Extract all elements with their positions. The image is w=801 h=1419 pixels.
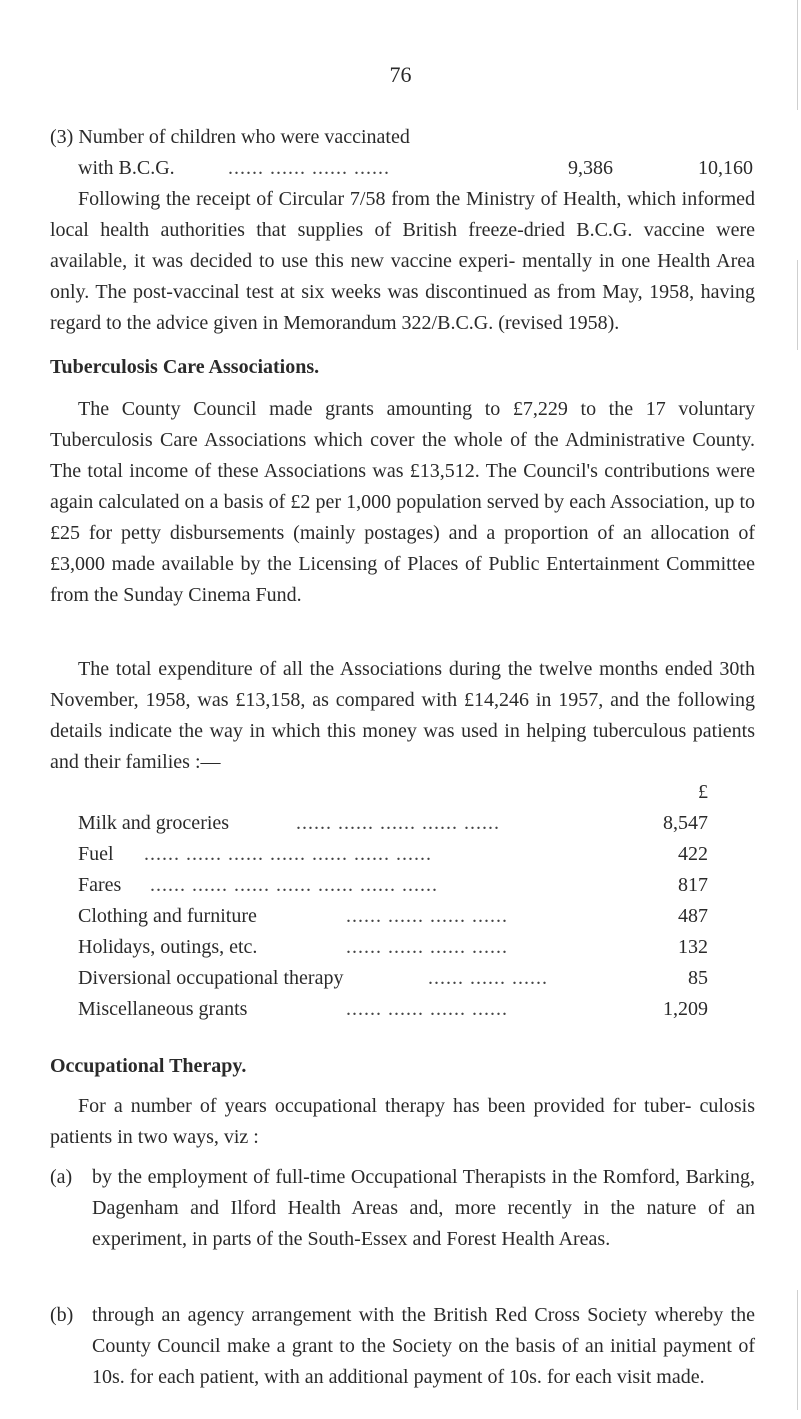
bcg-item-label: with B.C.G. [78,157,175,179]
currency-header [610,777,708,808]
expenditure-value: 1,209 [663,998,708,1020]
expenditure-row [78,963,708,994]
expenditure-row [78,808,708,839]
scan-edge-line-middle [797,260,798,350]
scan-edge-line-bottom [797,1290,798,1410]
expenditure-value: 817 [678,874,708,896]
expenditure-label: Fuel [78,843,114,865]
expenditure-label: Holidays, outings, etc. [78,936,258,958]
expenditure-label: Clothing and furniture [78,905,257,927]
expenditure-dots: ...... ...... ...... ...... [346,998,508,1020]
expenditure-value: 422 [678,843,708,865]
tb-paragraph-1: The County Council made grants amounting to £7,229 to the 17 voluntary Tuberculosis Care Associations which cover the whole of the Administrative County. The total income of these Associations was £13,512. The Council's contributions were again calculated on a basis of £2 per 1,000 population served by each Association, up to £25 for petty disbursements (mainly postages) and a proportion of an allocation of £3,000 made available by the Licensing of Places of Public Entertainment Committee from the Sunday Cinema Fund. [50,398,755,606]
bcg-value-a: 9,386 [568,157,613,179]
currency-symbol: £ [698,781,708,803]
bcg-item-dots: ...... ...... ...... ...... [228,157,390,179]
ot-intro: For a number of years occupational therapy has been provided for tuber- culosis patients in two ways, viz : [50,1095,755,1148]
bcg-item-line1: (3) Number of children who were vaccinated [50,126,410,148]
bcg-value-b: 10,160 [698,157,753,179]
expenditure-value: 487 [678,905,708,927]
bcg-item-line2 [78,153,768,184]
scan-edge-line-top [797,0,798,110]
expenditure-dots: ...... ...... ...... ...... ...... ...... ...... [150,874,438,896]
list-marker: (b) [50,1304,74,1326]
expenditure-dots: ...... ...... ...... ...... ...... ...... ...... [144,843,432,865]
page-number: 76 [389,62,412,87]
ot-heading: Occupational Therapy. [50,1055,247,1077]
tb-paragraph-2: The total expenditure of all the Associations during the twelve months ended 30th November, 1958, was £13,158, as compared with £14,246 in 1957, and the following details indicate the way in which this money was used in helping tuberculous patients and their families :— [50,658,755,773]
expenditure-dots: ...... ...... ...... ...... [346,905,508,927]
expenditure-row [78,932,708,963]
expenditure-row [78,839,708,870]
expenditure-label: Milk and groceries [78,812,230,834]
expenditure-value: 132 [678,936,708,958]
list-item-text: by the employment of full-time Occupational Therapists in the Romford, Barking, Dagenham and Ilford Health Areas and, more recently in the nature of an experiment, in parts of the South-Essex and Forest Health Areas. [92,1166,755,1250]
expenditure-dots: ...... ...... ...... [428,967,548,989]
tb-heading: Tuberculosis Care Associations. [50,356,320,378]
list-item-text: through an agency arrangement with the British Red Cross Society whereby the County Council make a grant to the Society on the basis of an initial payment of 10s. for each patient, with an additional payment of 10s. for each visit made. [92,1304,755,1388]
list-marker: (a) [50,1166,73,1188]
expenditure-label: Fares [78,874,122,896]
expenditure-dots: ...... ...... ...... ...... ...... [296,812,500,834]
expenditure-label: Miscellaneous grants [78,998,248,1020]
expenditure-value: 8,547 [663,812,708,834]
expenditure-dots: ...... ...... ...... ...... [346,936,508,958]
expenditure-row [78,901,708,932]
expenditure-row [78,994,708,1025]
expenditure-value: 85 [688,967,708,989]
expenditure-row [78,870,708,901]
bcg-paragraph: Following the receipt of Circular 7/58 from the Ministry of Health, which informed local health authorities that supplies of British freeze-dried B.C.G. vaccine were available, it was decided to use this new vaccine experi- mentally in one Health Area only. The post-vaccinal test at six weeks was discontinued as from May, 1958, having regard to the advice given in Memorandum 322/B.C.G. (revised 1958). [50,188,755,334]
expenditure-label: Diversional occupational therapy [78,967,344,989]
